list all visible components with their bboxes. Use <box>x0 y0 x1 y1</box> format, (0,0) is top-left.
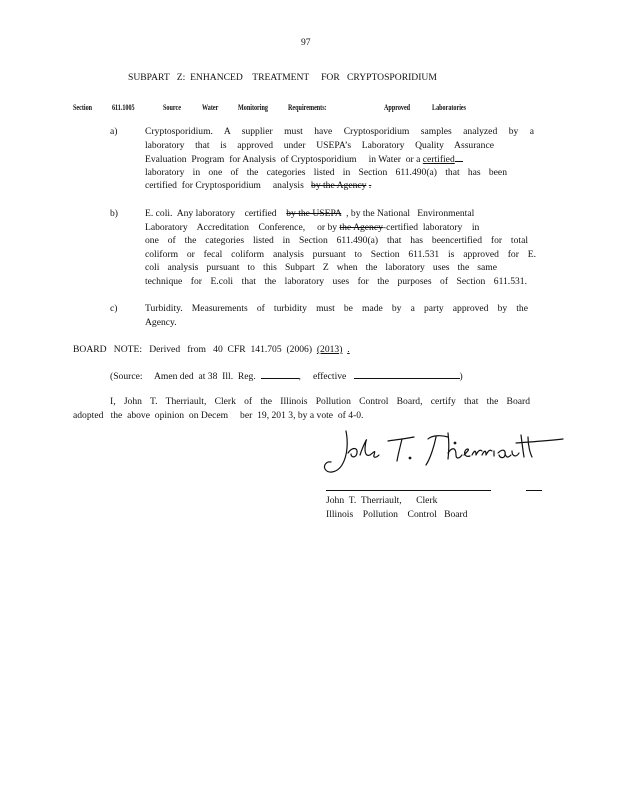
section-word: Source <box>163 102 181 112</box>
item-marker: b) <box>110 208 118 219</box>
item-line <box>145 207 474 221</box>
item-text: certified for Cryptosporidium analysis <box>145 180 304 191</box>
item-line: Cryptosporidium. A supplier must have Cryptosporidium samples analyzed by a <box>145 126 534 137</box>
item-line: laboratory that is approved under USEPA’s Laboratory Quality Assurance <box>145 139 494 151</box>
signature-short-line <box>526 490 542 491</box>
section-word: Laboratories <box>432 102 466 112</box>
page-number: 97 <box>301 37 311 48</box>
section-word: Requirements: <box>288 102 327 112</box>
section-number: 611.1005 <box>112 102 135 112</box>
item-text: E. coli. Any laboratory certified <box>145 208 277 219</box>
board-note <box>73 343 350 357</box>
section-word: Monitoring <box>238 102 268 112</box>
item-text: -certified laboratory in <box>382 221 480 233</box>
subpart-heading: SUBPART Z: ENHANCED TREATMENT FOR CRYPTOSPORIDIUM <box>128 72 437 83</box>
item-text: Evaluation Program for Analysis of Cryptosporidium in Water or a <box>145 154 421 165</box>
effective-blank <box>354 369 460 379</box>
reg-blank <box>261 369 299 379</box>
item-line: technique for E.coli that the laboratory uses for the purposes of Section 611.531. <box>145 275 527 287</box>
signature-line <box>326 490 491 491</box>
inserted-text: certified <box>422 154 455 165</box>
certification-line: I, John T. Therriault, Clerk of the Illinois Pollution Control Board, certify that the Board <box>110 396 530 407</box>
source-note <box>110 369 463 384</box>
struck-text: the Agency <box>339 221 383 233</box>
section-word: Approved <box>384 102 411 112</box>
item-marker: c) <box>110 303 118 314</box>
item-line: laboratory in one of the categories listed in Section 611.490(a) that has been <box>145 166 507 178</box>
item-text: , by the National Environmental <box>346 208 475 219</box>
item-text: Laboratory Accreditation Conference, or by <box>145 221 338 233</box>
section-word: Water <box>202 102 219 112</box>
item-line: coli analysis pursuant to this Subpart Z when the laboratory uses the same <box>145 262 497 273</box>
item-line: Turbidity. Measurements of turbidity must be made by a party approved by the <box>145 303 528 314</box>
item-line: Agency. <box>145 316 177 328</box>
item-marker: a) <box>110 126 118 137</box>
section-label: Section <box>73 102 93 112</box>
signatory-org: Illinois Pollution Control Board <box>326 508 468 520</box>
underline-blank <box>455 152 463 162</box>
item-line <box>145 152 463 167</box>
signatory-name: John T. Therriault, Clerk <box>326 495 438 506</box>
struck-period: . <box>368 180 372 191</box>
source-text: (Source: Amen ded at 38 Ill. Reg. <box>110 371 256 382</box>
handwritten-signature <box>318 425 568 485</box>
source-text: ) <box>459 371 463 382</box>
struck-text: by the Agency <box>311 180 367 191</box>
item-line: coliform or fecal coliform analysis pursuant to Section 611.531 is approved for E. <box>145 248 536 260</box>
inserted-period: . <box>347 344 350 355</box>
source-text: , effective <box>298 371 347 382</box>
item-line <box>145 221 479 235</box>
certification-line: adopted the above opinion on Decem ber 19, 201 3, by a vote of 4-0. <box>73 409 364 421</box>
inserted-year: (2013) <box>316 344 343 355</box>
board-note-text: BOARD NOTE: Derived from 40 CFR 141.705 (2006) <box>73 344 313 355</box>
item-line: one of the categories listed in Section 611.490(a) that has beencertified for total <box>145 235 528 246</box>
struck-text: by the USEPA <box>286 208 342 219</box>
item-line <box>145 179 371 193</box>
